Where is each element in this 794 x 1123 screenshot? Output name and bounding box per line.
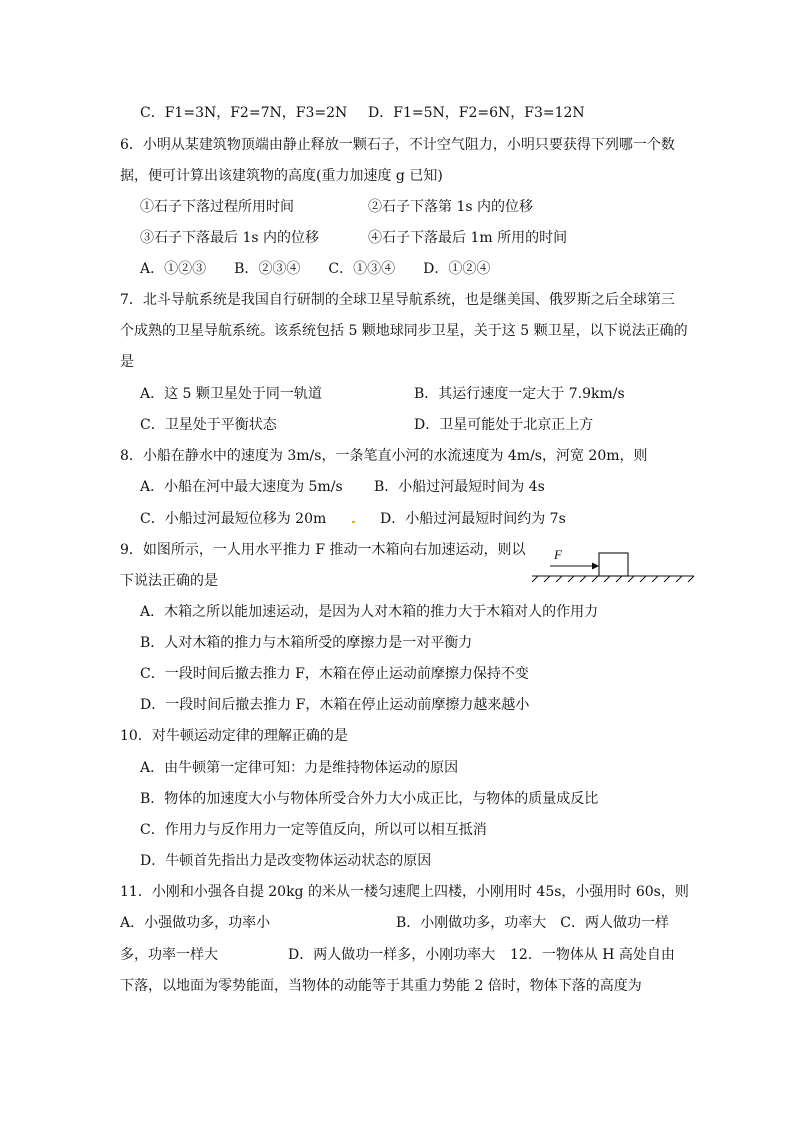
q10-stem: 10．对牛顿运动定律的理解正确的是: [120, 728, 348, 744]
q11-stem: 11．小刚和小强各自提 20kg 的米从一楼匀速爬上四楼，小刚用时 45s，小强用时 60s，则: [120, 884, 689, 900]
q6-options: A．①②③ B．②③④ C．①③④ D．①②④: [140, 261, 491, 277]
q8-stem: 8．小船在静水中的速度为 3m/s，一条笔直小河的水流速度为 4m/s，河宽 20m，则: [120, 448, 648, 464]
q11-option-b-c: B．小刚做功多，功率大 C．两人做功一样: [396, 915, 669, 931]
q6-item-3: ③石子下落最后 1s 内的位移: [140, 230, 319, 246]
q9-stem-line1: 9．如图所示，一人用水平推力 F 推动一木箱向右加速运动，则以: [120, 542, 526, 558]
q8-option-d: D．小船过河最短时间约为 7s: [380, 511, 566, 527]
q6-item-1: ①石子下落过程所用时间: [140, 199, 294, 215]
q9-option-a: A．木箱之所以能加速运动，是因为人对木箱的推力大于木箱对人的作用力: [140, 604, 599, 620]
q10-option-b: B．物体的加速度大小与物体所受合外力大小成正比，与物体的质量成反比: [140, 791, 599, 807]
q6-stem-line2: 据，便可计算出该建筑物的高度(重力加速度 g 已知): [120, 168, 443, 184]
q11-option-a: A．小强做功多，功率小: [120, 915, 271, 931]
q5-option-d: D．F1=5N，F2=6N，F3=12N: [368, 105, 585, 121]
q11-option-d: D．两人做功一样多，小刚功率大: [288, 947, 496, 963]
q9-option-d: D．一段时间后撤去推力 F，木箱在停止运动前摩擦力越来越小: [140, 697, 530, 713]
q7-option-d: D．卫星可能处于北京正上方: [414, 417, 594, 433]
q7-option-c: C．卫星处于平衡状态: [140, 417, 277, 433]
q5-option-c: C．F1=3N，F2=7N，F3=2N: [140, 105, 348, 121]
q11-option-c-cont: 多，功率一样大: [120, 947, 218, 963]
force-arrow-head: [592, 563, 599, 570]
q10-option-c: C．作用力与反作用力一定等值反向，所以可以相互抵消: [140, 822, 487, 838]
q8-option-b: B．小船过河最短时间为 4s: [374, 479, 545, 495]
q7-option-a: A．这 5 颗卫星处于同一轨道: [140, 386, 322, 402]
wooden-box: [599, 553, 628, 576]
q9-option-b: B．人对木箱的推力与木箱所受的摩擦力是一对平衡力: [140, 635, 473, 651]
q6-stem-line1: 6．小明从某建筑物顶端由静止释放一颗石子，不计空气阻力，小明只要获得下列哪一个数: [120, 137, 675, 153]
q9-stem-line2: 下说法正确的是: [120, 573, 218, 589]
q12-stem-start: 12．一物体从 H 高处自由: [510, 947, 675, 963]
q10-option-a: A．由牛顿第一定律可知：力是维持物体运动的原因: [140, 760, 459, 776]
push-box-figure: [528, 544, 698, 586]
force-label: F: [554, 547, 562, 562]
q8-option-c: C．小船过河最短位移为 20m: [140, 511, 327, 527]
q10-option-d: D．牛顿首先指出力是改变物体运动状态的原因: [140, 853, 432, 869]
ground-hatching: [532, 576, 694, 582]
q8-option-a: A．小船在河中最大速度为 5m/s: [140, 479, 343, 495]
q6-item-4: ④石子下落最后 1m 所用的时间: [368, 230, 568, 246]
q7-stem-line3: 是: [120, 354, 134, 370]
q7-stem-line2: 个成熟的卫星导航系统。该系统包括 5 颗地球同步卫星，关于这 5 颗卫星，以下说法正确的: [120, 323, 688, 339]
q7-option-b: B．其运行速度一定大于 7.9km/s: [414, 386, 625, 402]
q12-stem-line2: 下落，以地面为零势能面，当物体的动能等于其重力势能 2 倍时，物体下落的高度为: [120, 978, 642, 994]
stray-dot-mark: [352, 521, 355, 523]
q9-option-c: C．一段时间后撤去推力 F，木箱在停止运动前摩擦力保持不变: [140, 666, 529, 682]
q6-item-2: ②石子下落第 1s 内的位移: [368, 199, 533, 215]
q7-stem-line1: 7．北斗导航系统是我国自行研制的全球卫星导航系统，也是继美国、俄罗斯之后全球第三: [120, 292, 675, 308]
